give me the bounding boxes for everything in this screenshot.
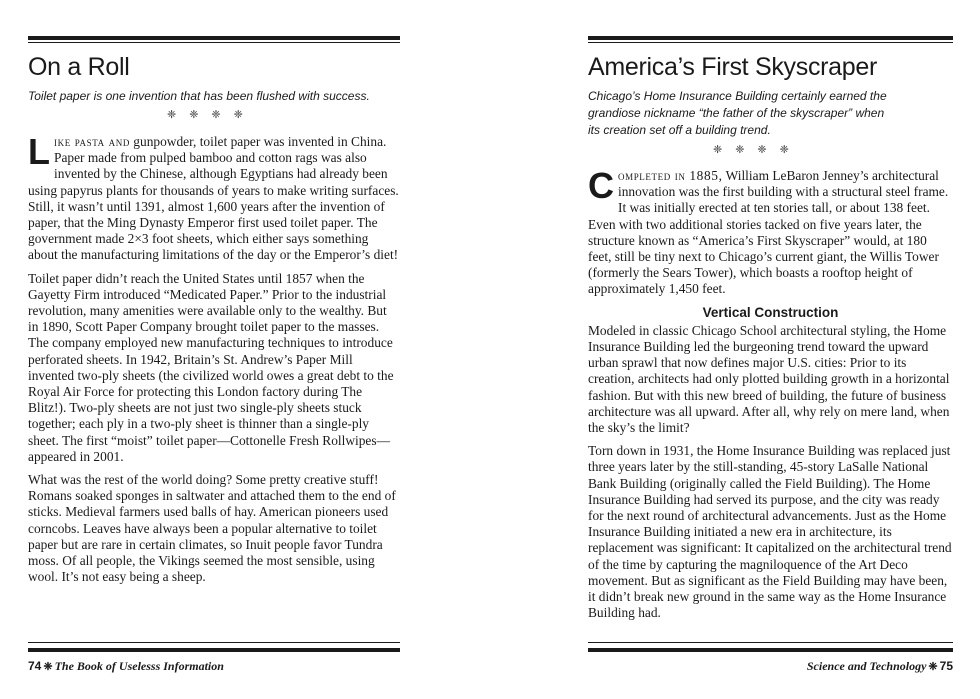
article-body (588, 165, 953, 628)
page-subtitle: Chicago’s Home Insurance Building certainly earned the grandiose nickname “the father of the skyscraper” when its creation set off a building trend. (588, 89, 887, 137)
paragraph: Torn down in 1931, the Home Insurance Building was replaced just three years later by the still-standing, 45-story LaSalle National Bank Building (originally called the Field Building). The Home Insurance Building had served its purpose, and the city was ready for the next round of architectural advancements. Just as the Home Insurance Building initiated a new era in architecture, its replacement was significant: It capitalized on the architectural trend of the time by capturing the magniloquence of the Art Deco movement. But as significant as the Field Building may have been, it didn’t break new ground in the same way as the Home Insurance Building had. (588, 443, 952, 621)
article-body (28, 131, 400, 592)
bottom-rule (28, 648, 400, 652)
ornament-divider: ❈❈❈❈ (713, 143, 802, 156)
paragraph: What was the rest of the world doing? Some pretty creative stuff! Romans soaked sponges in saltwater and attached them to the end of sticks. Medieval farmers used balls of hay. American pioneers used corncobs. Leaves have always been a popular alternative to toilet paper but are rare in certain climates, so Inuit people favor Tundra moss. Of all people, the Vikings seemed the most sensible, using wool. It’s not easy being a sheep. (28, 472, 396, 585)
page-subtitle: Toilet paper is one invention that has been flushed with success. (28, 89, 370, 103)
drop-cap: C (588, 165, 614, 206)
paragraph (28, 131, 400, 264)
paragraph (588, 165, 953, 298)
top-rule (588, 36, 953, 40)
lead-in: ike pasta and (54, 134, 130, 149)
section-title: Science and Technology (806, 659, 927, 673)
book-title: The Book of Uselesss Information (54, 659, 224, 673)
bottom-rule (588, 648, 953, 652)
ornament-divider: ❈❈❈❈ (167, 108, 256, 121)
page-title: America’s First Skyscraper (588, 53, 878, 81)
left-page (28, 0, 400, 699)
top-rule (28, 36, 400, 40)
page-footer (588, 659, 953, 674)
lead-in: ompleted in 1885, (618, 168, 723, 183)
drop-cap: L (28, 131, 50, 172)
right-page (588, 0, 953, 699)
section-heading: Vertical Construction (702, 304, 839, 320)
page-footer (28, 659, 400, 674)
footer-ornament-icon: ❈ (43, 661, 53, 673)
page-number: 74 (28, 659, 42, 673)
paragraph-text: William LeBaron Jenney’s architectural innovation was the first building with a structural steel frame. It was initially erected at ten stories tall, or about 138 feet. Even with two additional stories tacked on five years later, the structure known as “America’s First Skyscraper” would, at 180 feet, still be tiny next to Chicago’s current giant, the Willis Tower (formerly the Sears Tower), which boasts a rooftop height of approximately 1,450 feet. (588, 168, 949, 297)
paragraph: Toilet paper didn’t reach the United States until 1857 when the Gayetty Firm introduced “Medicated Paper.” Prior to the industrial revolution, many amenities were available only to the wealthy. But in 1890, Scott Paper Company brought toilet paper to the masses. The company employed new manufacturing techniques to introduce perforated sheets. In 1942, Britain’s St. Andrew’s Paper Mill invented two-ply sheets (the civilized world owes a great debt to the Royal Air Force for protecting this London factory during The Blitz!). Two-ply sheets are not just two single-ply sheets stuck together; each ply in a two-ply sheet is thinner than a single-ply sheet. The first “moist” toilet paper—Cottonelle Fresh Rollwipes—appeared in 2001. (28, 270, 394, 464)
paragraph-text: gunpowder, toilet paper was invented in China. Paper made from pulped bamboo and cotton rags was also invented by the Chinese, although Egyptians had already been using papyrus plants for thousands of years to make writing surfaces. Still, it wasn’t until 1391, almost 1,600 years after the invention of paper, that the Ming Dynasty Emperor first used toilet paper. The government made 2×3 foot sheets, which either says something about the manufacturing limitations of the day or the Emperor’s diet! (28, 134, 399, 263)
page-title: On a Roll (28, 53, 130, 81)
page-number: 75 (939, 659, 953, 673)
paragraph: Modeled in classic Chicago School architectural styling, the Home Insurance Building led the burgeoning trend toward the upward urban sprawl that now defines major U.S. cities: Prior to its creation, architects had only plotted building growth in a horizontal fashion. But with this new breed of building, the future of business architecture was all upward. After all, why rely on mere land, when the sky’s the limit? (588, 322, 950, 436)
footer-ornament-icon: ❈ (928, 661, 938, 673)
